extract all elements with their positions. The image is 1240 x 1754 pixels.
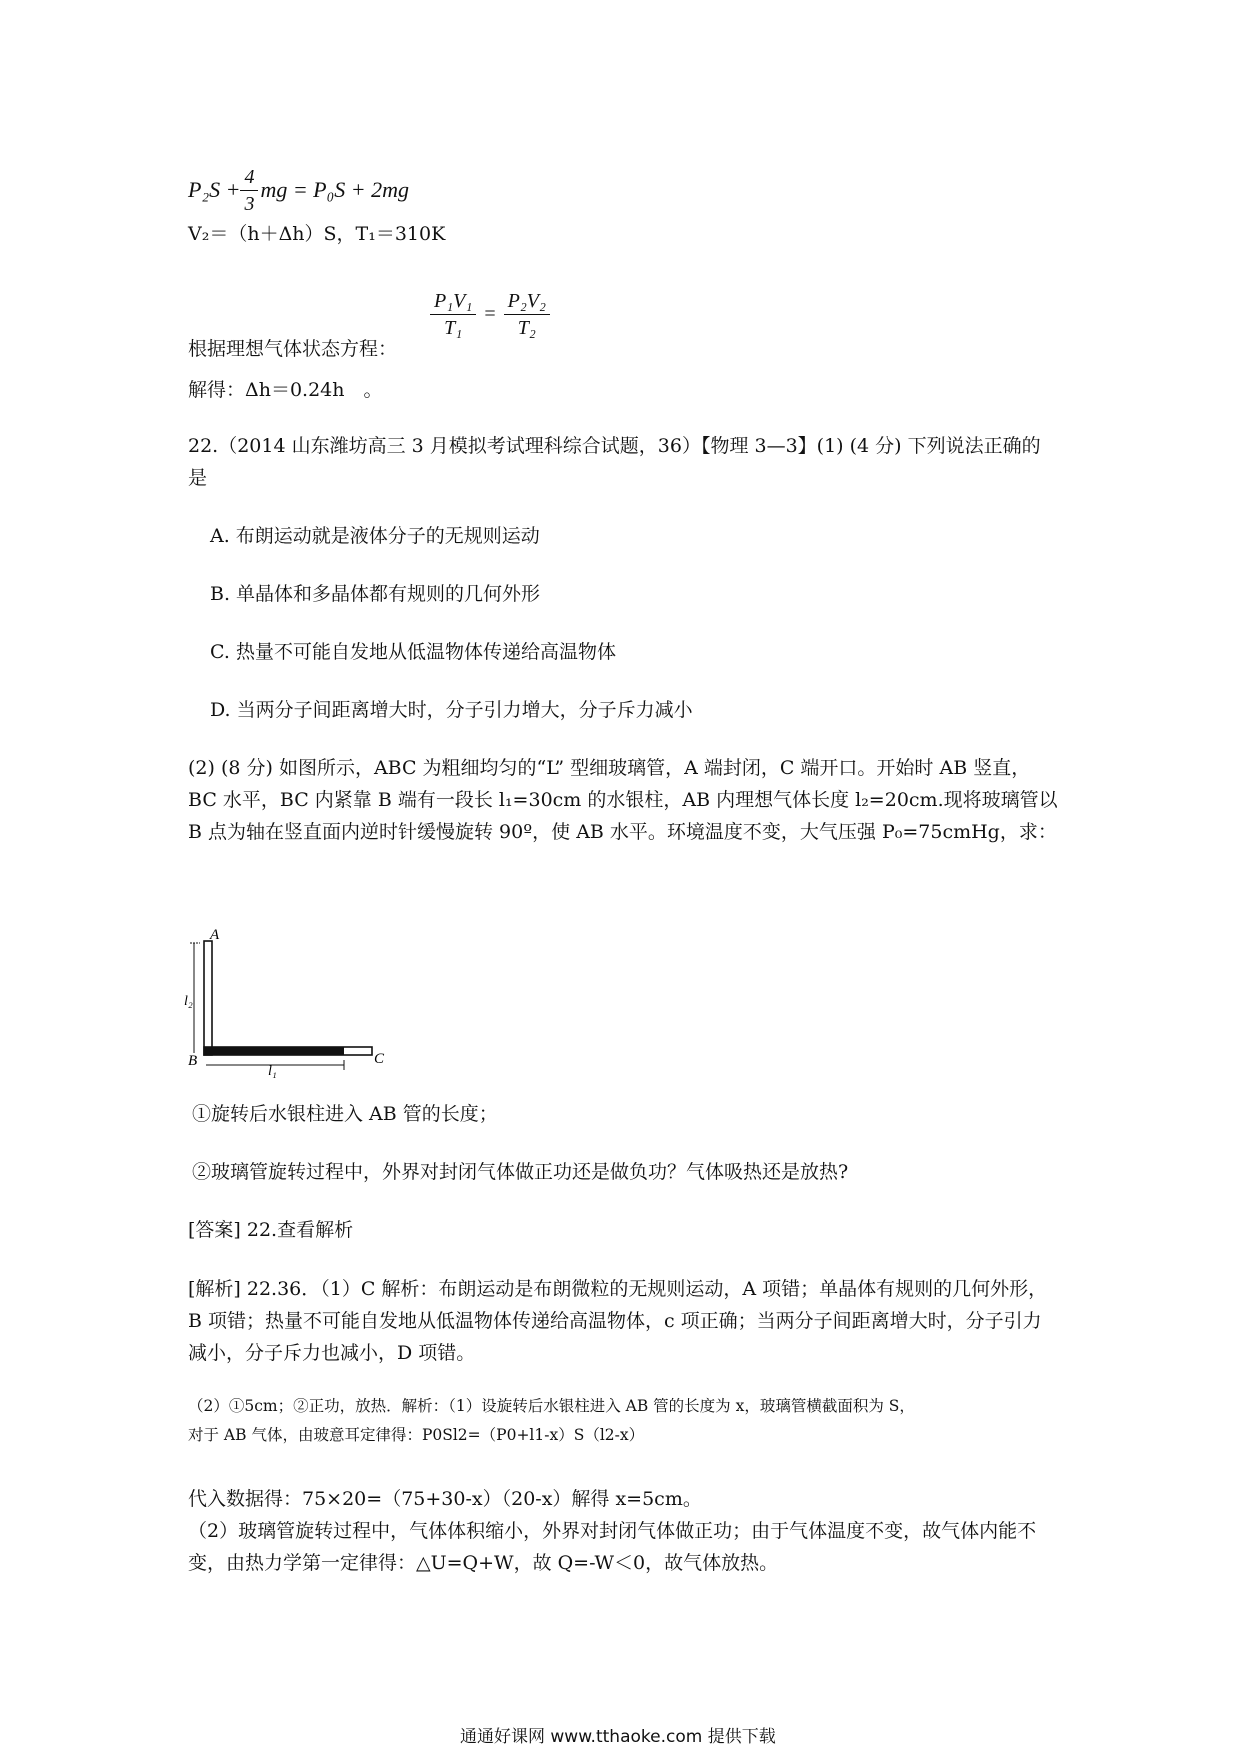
ideal-gas-rhs-num: P₂V₂ xyxy=(504,288,550,315)
equation-fraction xyxy=(240,164,258,217)
option-d: D. 当两分子间距离增大时，分子引力增大，分子斥力减小 xyxy=(210,699,693,721)
line-v2: V₂＝（h＋Δh）S，T₁＝310K xyxy=(188,223,446,245)
analysis-p2-line2: 对于 AB 气体，由玻意耳定律得：P0Sl2=（P0+l1-x）S（l2-x） xyxy=(188,1426,645,1444)
ideal-gas-equals: = xyxy=(484,303,496,325)
equation-lhs: P₂S + xyxy=(188,177,241,202)
fraction-numerator: 4 xyxy=(240,164,258,191)
ideal-gas-rhs-den: T₂ xyxy=(517,317,536,339)
analysis-p1: [解析] 22.36．（1）C 解析：布朗运动是布朗微粒的无规则运动，A 项错；单晶体有规则的几何外形，B 项错；热量不可能自发地从低温物体传递给高温物体，c 项正确；当两分子间距离增大时，分子引力减小，分子斥力也减小，D 项错。 xyxy=(188,1278,1048,1364)
page-footer: 通通好课网 www.tthaoke.com 提供下载 xyxy=(460,1727,776,1747)
tube-ab xyxy=(204,941,212,1055)
analysis-p3: 代入数据得：75×20=（75+30-x）（20-x）解得 x=5cm。 xyxy=(188,1488,702,1510)
ideal-gas-lhs-num: P₁V₁ xyxy=(430,288,476,315)
label-l2: l₂ xyxy=(184,994,193,1009)
ideal-gas-rhs xyxy=(504,288,550,341)
answer-line: [答案] 22.查看解析 xyxy=(188,1219,354,1241)
equation-force-balance xyxy=(188,160,409,220)
solve-dh: 解得：Δh＝0.24h 。 xyxy=(188,379,383,401)
option-c: C. 热量不可能自发地从低温物体传递给高温物体 xyxy=(210,641,616,663)
equation-rest: mg = P₀S + 2mg xyxy=(260,177,409,202)
label-l1: l₁ xyxy=(268,1064,277,1079)
label-c: C xyxy=(374,1051,385,1067)
question-part2: (2) (8 分) 如图所示，ABC 为粗细均匀的“L” 型细玻璃管，A 端封闭，C 端开口。开始时 AB 竖直，BC 水平，BC 内紧靠 B 端有一段长 l₁=30cm 的水银柱，AB 内理想气体长度 l₂=20cm.现将玻璃管以 B 点为轴在竖直面内逆时针缓慢旋转 90º，使 AB 水平。环境温度不变，大气压强 P₀=75cmHg，求： xyxy=(188,757,1058,843)
sub-question-1: ①旋转后水银柱进入 AB 管的长度； xyxy=(192,1103,498,1125)
mercury-column xyxy=(204,1047,344,1055)
analysis-p2-line1: （2）①5cm；②正功，放热．解析：（1）设旋转后水银柱进入 AB 管的长度为 x，玻璃管横截面积为 S， xyxy=(188,1397,915,1415)
ideal-gas-label: 根据理想气体状态方程： xyxy=(188,338,398,360)
label-b: B xyxy=(188,1053,198,1069)
label-a: A xyxy=(210,927,220,943)
analysis-p4: （2）玻璃管旋转过程中，气体体积缩小，外界对封闭气体做正功；由于气体温度不变，故气体内能不变，由热力学第一定律得：△U=Q+W，故 Q=-W＜0，故气体放热。 xyxy=(188,1520,1037,1574)
l-tube-figure xyxy=(184,915,388,1079)
ideal-gas-lhs xyxy=(430,288,476,341)
question-header: 22.（2014 山东潍坊高三 3 月模拟考试理科综合试题，36）【物理 3—3】(1) (4 分) 下列说法正确的是 xyxy=(188,435,1041,489)
option-a: A. 布朗运动就是液体分子的无规则运动 xyxy=(210,525,540,547)
ideal-gas-lhs-den: T₁ xyxy=(444,317,463,339)
option-b: B. 单晶体和多晶体都有规则的几何外形 xyxy=(210,583,541,605)
sub-question-2: ②玻璃管旋转过程中，外界对封闭气体做正功还是做负功？气体吸热还是放热? xyxy=(192,1161,849,1183)
ideal-gas-equation xyxy=(430,288,550,341)
fraction-denominator: 3 xyxy=(244,192,255,215)
